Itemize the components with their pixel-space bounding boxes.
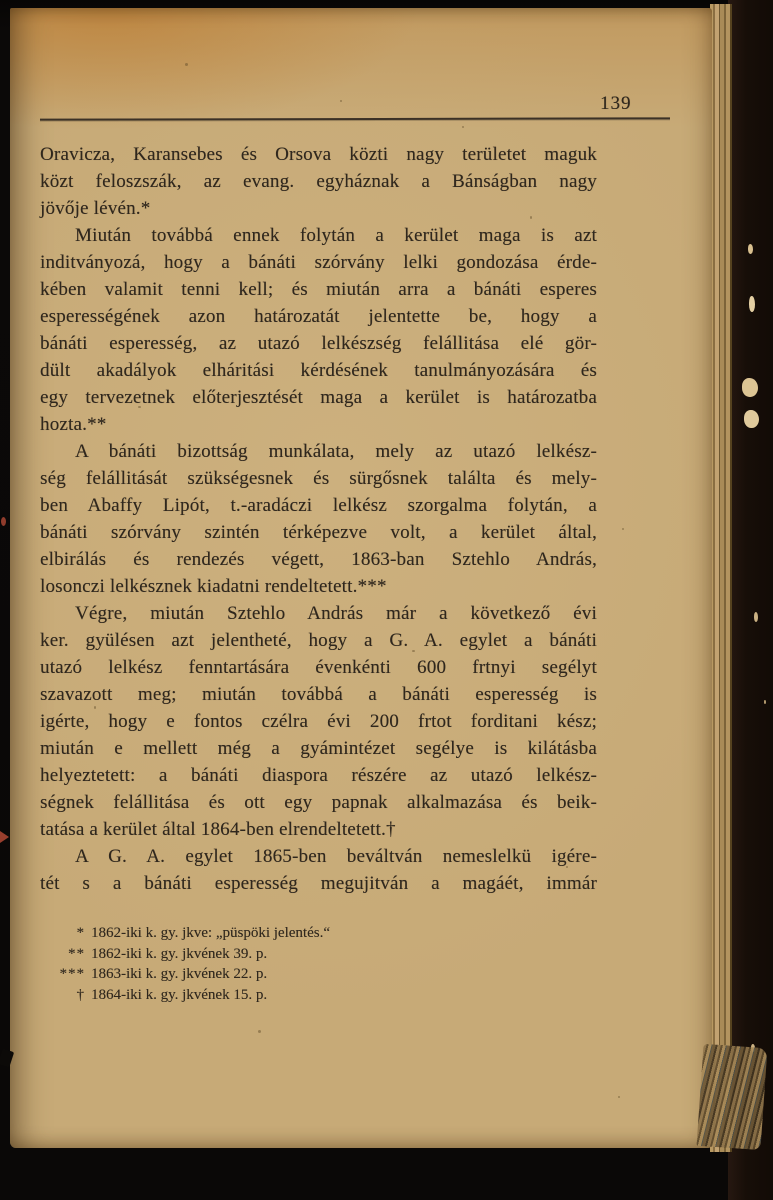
binding-speck xyxy=(754,612,758,622)
binding-speck xyxy=(749,296,755,312)
body-line: bánáti esperesség, az utazó lelkészség felállitása elé gör- xyxy=(40,333,597,354)
body-line: dült akadályok elháritási kérdésének tanulmányozására és xyxy=(40,360,597,381)
binding-speck xyxy=(764,700,766,704)
book-page xyxy=(10,8,712,1148)
footnote-marker: ** xyxy=(68,945,85,962)
paper-speck xyxy=(94,706,96,709)
body-line: elbirálás és rendezés végett, 1863-ban Sztehlo András, xyxy=(40,549,597,570)
body-line: kében valamit tenni kell; és miután arra a bánáti esperes xyxy=(40,279,597,300)
body-line: helyeztetett: a bánáti diaspora részére az utazó lelkész- xyxy=(40,765,597,786)
page-number: 139 xyxy=(600,93,632,114)
body-line: miután e mellett még a gyámintézet segélye is kilátásba xyxy=(40,738,597,759)
bottom-corner-page-edges xyxy=(697,1044,768,1150)
body-line: A bánáti bizottság munkálata, mely az utazó lelkész- xyxy=(75,441,597,462)
paper-speck xyxy=(138,406,141,408)
body-line: ben Abaffy Lipót, t.-aradáczi lelkész szorgalma folytán, a xyxy=(40,495,597,516)
body-line: bánáti szórvány szintén térképezve volt, a kerület által, xyxy=(40,522,597,543)
paper-speck xyxy=(412,650,415,652)
body-line: tét s a bánáti esperesség megujitván a magáét, immár xyxy=(40,873,597,894)
footnote-text: 1862-iki k. gy. jkve: „püspöki jelentés.“ xyxy=(91,925,330,941)
paper-speck xyxy=(462,126,464,128)
footnote xyxy=(40,923,600,944)
body-line: jövője lévén.* xyxy=(40,198,151,219)
footnote-marker: *** xyxy=(59,966,85,982)
footnotes xyxy=(40,923,600,1005)
paper-speck xyxy=(185,63,188,66)
body-line: Végre, miután Sztehlo András már a következő évi xyxy=(75,603,597,624)
footnote-marker: † xyxy=(76,986,85,1003)
body-line: igérte, hogy e fontos czélra évi 200 frtot forditani kész; xyxy=(40,711,597,732)
paper-speck xyxy=(622,528,624,530)
footnote-text: 1863-iki k. gy. jkvének 22. p. xyxy=(91,966,268,982)
body-line: Miután továbbá ennek folytán a kerület maga is azt xyxy=(75,225,597,246)
body-line: ségnek felállitása és ott egy papnak alkalmazása és beik- xyxy=(40,792,597,813)
body-line: Oravicza, Karansebes és Orsova közti nagy területet maguk xyxy=(40,144,597,165)
body-line: inditványozá, hogy a bánáti szórvány lelki gondozása érde- xyxy=(40,252,597,273)
footnote xyxy=(40,985,600,1006)
body-line: utazó lelkész fenntartására évenkénti 600 frtnyi segélyt xyxy=(40,657,597,678)
footnote xyxy=(40,964,600,985)
header-rule xyxy=(40,117,670,120)
binding-speck xyxy=(748,244,753,254)
body-line: ker. gyülésen azt jelentheté, hogy a G. A. egylet a bánáti xyxy=(40,630,597,651)
page-edge-stack xyxy=(710,4,732,1152)
body-line: hozta.** xyxy=(40,414,107,435)
body-line: A G. A. egylet 1865-ben beváltván nemeslelkü igére- xyxy=(75,846,597,867)
body-line: egy tervezetnek előterjesztését maga a kerület is határozatba xyxy=(40,387,597,408)
red-arrow-mark xyxy=(0,831,9,843)
footnote-marker: * xyxy=(76,925,85,941)
paper-speck xyxy=(340,100,342,102)
red-mark xyxy=(1,517,6,526)
body-text xyxy=(40,141,597,897)
body-line: esperességének azon határozatát jelentette be, hogy a xyxy=(40,306,597,327)
footnote-text: 1862-iki k. gy. jkvének 39. p. xyxy=(91,945,268,962)
paper-speck xyxy=(530,216,532,219)
body-line: tatása a kerület által 1864-ben elrendeltetett.† xyxy=(40,819,396,840)
paper-speck xyxy=(618,1096,620,1098)
paper-speck xyxy=(566,866,568,868)
body-line: szavazott meg; miután továbbá a bánáti esperesség is xyxy=(40,684,597,705)
book-binding xyxy=(728,0,773,1200)
binding-speck xyxy=(742,378,758,397)
footnote-text: 1864-iki k. gy. jkvének 15. p. xyxy=(91,986,268,1003)
body-line: losonczi lelkésznek kiadatni rendeltetett.*** xyxy=(40,576,387,597)
body-line: közt feloszszák, az evang. egyháznak a Bánságban nagy xyxy=(40,171,597,192)
paper-speck xyxy=(258,1030,261,1033)
footnote xyxy=(40,944,600,965)
body-line: ség felállitását szükségesnek és sürgősnek találta és mely- xyxy=(40,468,597,489)
binding-speck xyxy=(744,410,759,428)
